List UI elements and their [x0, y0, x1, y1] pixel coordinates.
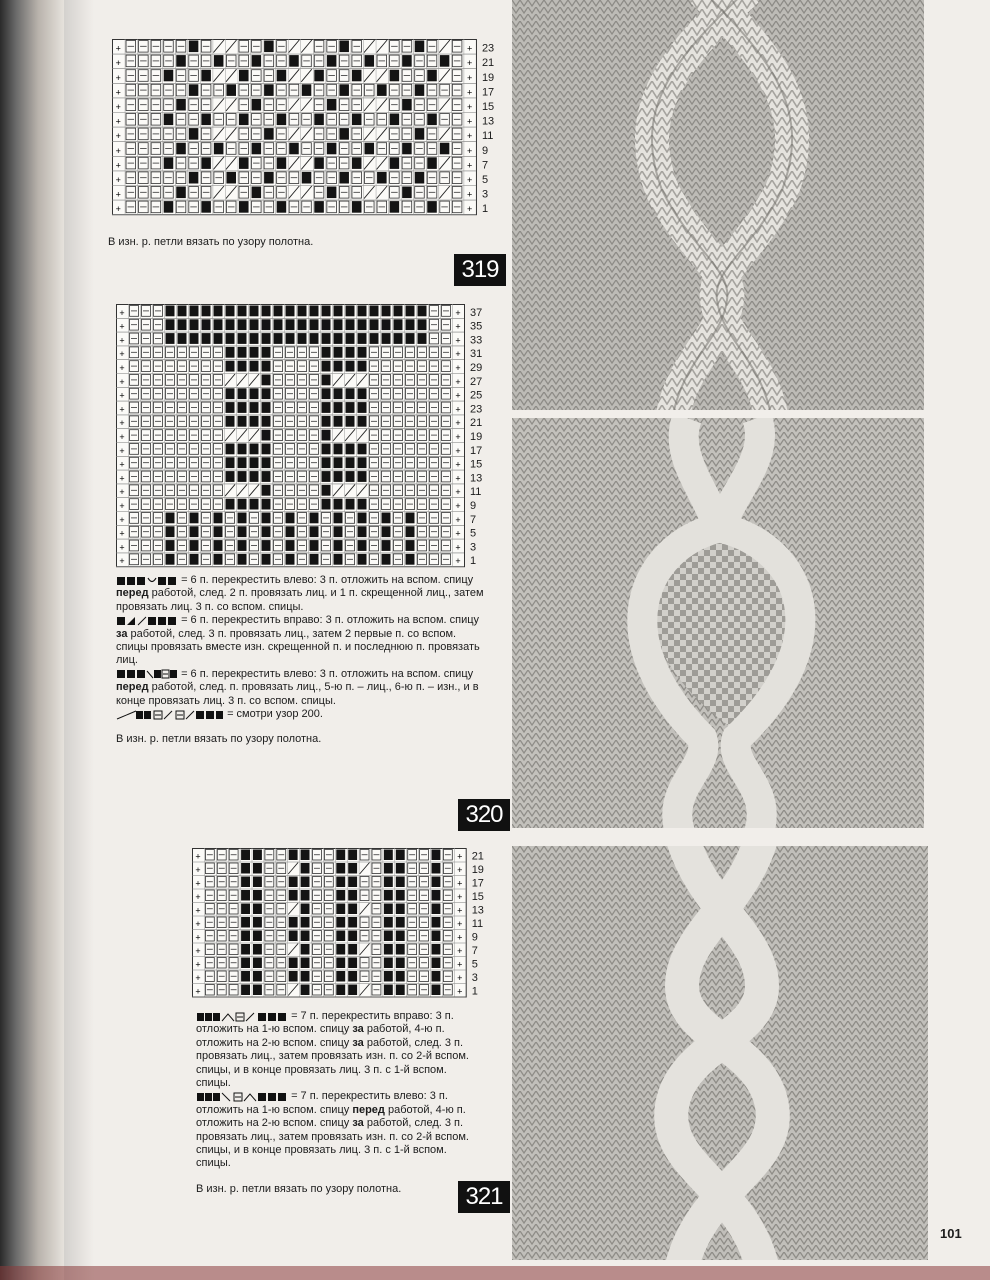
svg-text:+: + — [119, 445, 125, 456]
svg-text:+: + — [119, 542, 125, 553]
chart-321 — [192, 848, 502, 999]
svg-text:+: + — [119, 335, 125, 346]
row-number: 31 — [470, 348, 483, 361]
pattern-number-321: 321 — [458, 1181, 510, 1213]
svg-text:+: + — [119, 501, 125, 511]
row-number: 5 — [471, 958, 478, 971]
svg-text:+: + — [455, 501, 461, 511]
row-number: 11 — [470, 486, 482, 499]
svg-text:+: + — [455, 487, 461, 498]
svg-text:+: + — [119, 321, 125, 332]
svg-text:+: + — [115, 116, 121, 127]
row-number: 23 — [481, 42, 495, 55]
svg-text:+: + — [457, 959, 463, 970]
legend-320-item: = смотри узор 200. — [116, 708, 484, 721]
cable-symbol-icon — [196, 1091, 288, 1102]
row-number: 25 — [470, 389, 483, 402]
svg-text:+: + — [119, 432, 125, 442]
svg-text:+: + — [195, 878, 201, 889]
svg-text:+: + — [119, 390, 125, 401]
svg-text:+: + — [457, 932, 463, 943]
svg-text:+: + — [455, 404, 461, 415]
svg-text:+: + — [119, 473, 125, 484]
row-number: 17 — [481, 86, 495, 99]
svg-text:+: + — [115, 204, 121, 215]
row-number: 1 — [470, 555, 477, 568]
row-number: 9 — [471, 931, 478, 944]
row-number: 7 — [471, 945, 478, 957]
svg-text:+: + — [455, 445, 461, 456]
chart-320 — [116, 304, 500, 568]
svg-text:+: + — [115, 87, 121, 98]
chart-319 — [112, 39, 512, 216]
svg-text:+: + — [455, 459, 461, 470]
row-number: 19 — [470, 431, 483, 443]
svg-text:+: + — [455, 514, 461, 525]
svg-text:+: + — [115, 131, 121, 142]
svg-text:+: + — [119, 376, 125, 387]
svg-text:+: + — [195, 865, 201, 875]
cable-symbol-icon — [116, 709, 224, 720]
row-number: 35 — [470, 320, 483, 333]
svg-text:+: + — [115, 189, 121, 200]
svg-text:+: + — [457, 946, 463, 956]
row-number: 19 — [481, 71, 495, 84]
knit-photo-319 — [512, 0, 924, 410]
cable-symbol-icon — [116, 615, 178, 626]
note-320: В изн. р. петли вязать по узору полотна. — [116, 733, 322, 746]
legend-321-item: = 7 п. перекрестить влево: 3 п. отложить на 1-ю вспом. спицу перед работой, 4-ю п. отложить на 2-ю вспом. спицу за работой, след. 3 п. провязать лиц., затем провязать изн. п. со 2-й вспом. спицы, и в конце провязать лиц. 3 п. с 1-й вспом. спицы. — [196, 1090, 469, 1170]
legend-321-item: = 7 п. перекрестить вправо: 3 п. отложить на 1-ю вспом. спицу за работой, 4-ю п. отложить на 2-ю вспом. спицу за работой, след. 3 п. провязать лиц., затем провязать изн. п. со 2-й вспом. спицы, и в конце провязать лиц. 3 п. с 1-й вспом. спицы. — [196, 1010, 469, 1090]
row-number: 21 — [481, 57, 495, 70]
svg-text:+: + — [467, 72, 473, 83]
svg-text:+: + — [467, 204, 473, 215]
svg-text:+: + — [195, 905, 201, 916]
row-number: 37 — [470, 306, 483, 319]
row-number: 15 — [471, 891, 484, 903]
svg-text:+: + — [467, 102, 473, 112]
row-number: 1 — [481, 203, 489, 216]
svg-text:+: + — [455, 390, 461, 401]
row-number: 17 — [470, 444, 483, 457]
svg-text:+: + — [467, 145, 473, 156]
svg-text:+: + — [455, 363, 461, 373]
svg-text:+: + — [115, 145, 121, 156]
svg-text:+: + — [467, 116, 473, 127]
legend-320-item: = 6 п. перекрестить влево: 3 п. отложить на вспом. спицу перед работой, след. п. провязать лиц., 5-ю п. – лиц., 6-ю п. – изн., и в конце провязать лиц. 3 п. со вспом. спицы. — [116, 667, 479, 707]
svg-text:+: + — [457, 986, 463, 997]
svg-text:+: + — [195, 892, 201, 902]
svg-text:+: + — [115, 43, 121, 54]
row-number: 1 — [471, 985, 478, 998]
row-number: 29 — [470, 362, 483, 374]
svg-text:+: + — [455, 542, 461, 553]
row-number: 11 — [481, 130, 494, 143]
svg-text:+: + — [455, 528, 461, 539]
knit-photo-320 — [512, 418, 924, 828]
svg-text:+: + — [115, 160, 121, 171]
row-number: 15 — [481, 101, 495, 113]
row-number: 27 — [470, 375, 483, 388]
cable-symbol-icon — [116, 668, 178, 679]
svg-text:+: + — [119, 363, 125, 373]
legend-321 — [196, 1010, 472, 1196]
row-number: 3 — [471, 972, 478, 984]
svg-text:+: + — [467, 131, 473, 142]
svg-text:+: + — [119, 349, 125, 360]
row-number: 7 — [470, 513, 477, 526]
svg-text:+: + — [467, 87, 473, 98]
svg-text:+: + — [115, 58, 121, 69]
pattern-number-320: 320 — [458, 799, 510, 831]
svg-text:+: + — [119, 404, 125, 415]
svg-text:+: + — [195, 973, 201, 983]
svg-text:+: + — [457, 905, 463, 916]
row-number: 3 — [481, 188, 489, 201]
svg-text:+: + — [195, 946, 201, 956]
cable-symbol-icon — [196, 1011, 288, 1022]
svg-text:+: + — [467, 189, 473, 200]
svg-text:+: + — [115, 72, 121, 83]
chart-grid-320 — [116, 304, 500, 568]
svg-text:+: + — [195, 986, 201, 997]
knit-photo-321 — [512, 846, 928, 1260]
svg-text:+: + — [119, 459, 125, 470]
svg-text:+: + — [467, 175, 473, 185]
svg-text:+: + — [119, 487, 125, 498]
svg-text:+: + — [119, 556, 125, 567]
svg-text:+: + — [119, 528, 125, 539]
chart-grid-319 — [112, 39, 512, 216]
page-number: 101 — [940, 1226, 962, 1241]
row-number: 19 — [471, 864, 484, 876]
book-spine-shadow — [0, 0, 64, 1280]
svg-text:+: + — [195, 919, 201, 929]
row-number: 17 — [471, 877, 484, 890]
svg-text:+: + — [457, 851, 463, 862]
row-number: 15 — [470, 458, 483, 471]
svg-text:+: + — [455, 335, 461, 346]
row-number: 13 — [471, 904, 484, 917]
svg-text:+: + — [455, 473, 461, 484]
chart-grid-321 — [192, 848, 502, 999]
row-number: 9 — [481, 144, 489, 157]
gutter-shade — [64, 0, 94, 1280]
row-number: 7 — [481, 159, 489, 172]
legend-320-item: = 6 п. перекрестить вправо: 3 п. отложить на вспом. спицу за работой, след. 3 п. провязать лиц., затем 2 первые п. со вспом. спицы провязать вместе изн. скрещенной п. и последнюю п. провязать лиц. — [116, 614, 480, 667]
svg-text:+: + — [115, 175, 121, 185]
row-number: 21 — [471, 850, 484, 863]
svg-text:+: + — [115, 102, 121, 112]
svg-text:+: + — [457, 878, 463, 889]
row-number: 5 — [481, 174, 489, 186]
svg-text:+: + — [457, 892, 463, 902]
row-number: 5 — [470, 527, 477, 540]
svg-text:+: + — [455, 349, 461, 360]
svg-text:+: + — [455, 418, 461, 429]
row-number: 9 — [470, 500, 477, 512]
svg-text:+: + — [457, 919, 463, 929]
svg-text:+: + — [455, 307, 461, 318]
svg-text:+: + — [455, 432, 461, 442]
row-number: 11 — [471, 918, 484, 930]
row-number: 21 — [470, 417, 483, 430]
svg-text:+: + — [119, 307, 125, 318]
svg-text:+: + — [195, 932, 201, 943]
svg-text:+: + — [455, 556, 461, 567]
page-bottom-edge — [0, 1266, 990, 1280]
pattern-number-319: 319 — [454, 254, 506, 286]
svg-text:+: + — [467, 43, 473, 54]
svg-text:+: + — [455, 376, 461, 387]
svg-text:+: + — [467, 58, 473, 69]
row-number: 23 — [470, 403, 483, 416]
note-319-text: В изн. р. петли вязать по узору полотна. — [108, 236, 314, 248]
row-number: 3 — [470, 541, 477, 554]
row-number: 13 — [481, 115, 495, 128]
svg-text:+: + — [457, 973, 463, 983]
svg-text:+: + — [467, 160, 473, 171]
cable-symbol-icon — [116, 575, 178, 586]
svg-text:+: + — [195, 851, 201, 862]
legend-320 — [116, 574, 484, 747]
svg-text:+: + — [457, 865, 463, 875]
row-number: 33 — [470, 334, 483, 347]
svg-text:+: + — [195, 959, 201, 970]
svg-text:+: + — [455, 321, 461, 332]
svg-text:+: + — [119, 418, 125, 429]
note-319 — [108, 236, 348, 249]
note-321: В изн. р. петли вязать по узору полотна. — [196, 1182, 402, 1195]
row-number: 13 — [470, 472, 483, 485]
legend-320-item: = 6 п. перекрестить влево: 3 п. отложить на вспом. спицу перед работой, след. 2 п. провязать лиц. и 1 п. скрещенной лиц., затем провязать лиц. 3 п. со вспом. спицы. — [116, 574, 484, 613]
svg-text:+: + — [119, 514, 125, 525]
